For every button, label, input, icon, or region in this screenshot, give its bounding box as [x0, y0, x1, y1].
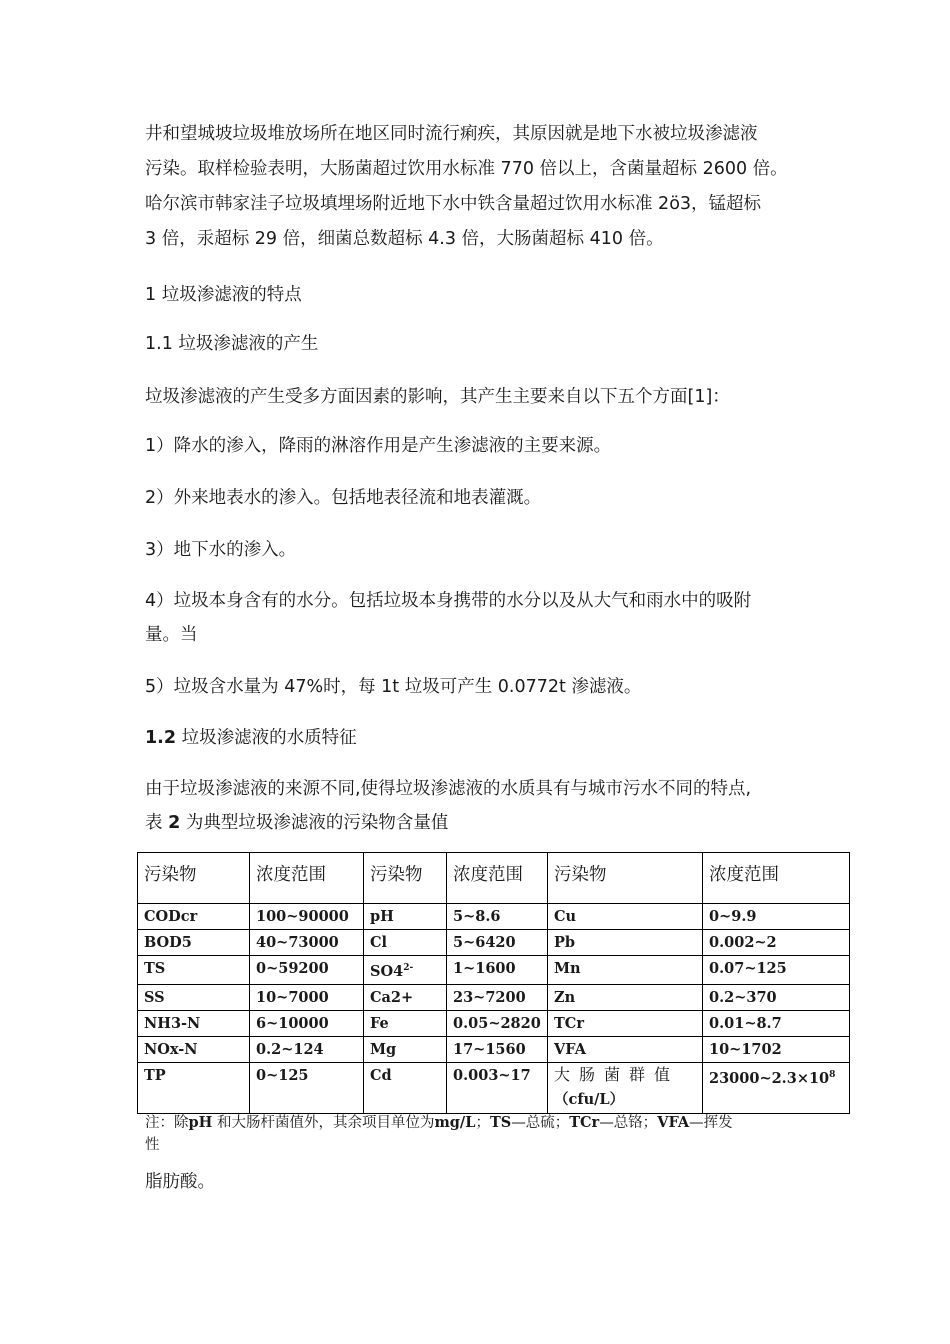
table-cell: Cd — [364, 1063, 447, 1114]
table-header-cell: 污染物 — [138, 853, 250, 904]
table-cell: TP — [138, 1063, 250, 1114]
section-heading-1-1: 1.1 垃圾渗滤液的产生 — [145, 334, 319, 354]
table-cell: pH — [364, 904, 447, 930]
so4-label: SO4 — [370, 963, 404, 980]
table-header-cell: 浓度范围 — [447, 853, 548, 904]
list-item-2: 2）外来地表水的渗入。包括地表径流和地表灌溉。 — [145, 488, 542, 508]
table-cell: 0.07~125 — [703, 956, 850, 985]
text-fragment: 为典型垃圾渗滤液的污染物含量值 — [180, 813, 449, 833]
table-cell: TCr — [548, 1011, 703, 1037]
table-note — [145, 1112, 805, 1156]
table-header-cell: 浓度范围 — [250, 853, 364, 904]
table-cell — [364, 956, 447, 985]
table-cell: 1~1600 — [447, 956, 548, 985]
note-bold: TS — [489, 1114, 512, 1131]
table-cell: 23~7200 — [447, 985, 548, 1011]
table-cell: 0.2~370 — [703, 985, 850, 1011]
table-cell: 5~8.6 — [447, 904, 548, 930]
heading-text: 垃圾渗滤液的水质特征 — [176, 728, 357, 748]
table-cell: 10~1702 — [703, 1037, 850, 1063]
table-cell: SS — [138, 985, 250, 1011]
table-cell: 0.002~2 — [703, 930, 850, 956]
table-cell: TS — [138, 956, 250, 985]
table-cell — [703, 1063, 850, 1114]
table-row — [138, 956, 850, 985]
intro-line-3: 哈尔滨市韩家洼子垃圾填埋场附近地下水中铁含量超过饮用水标准 2ö3，锰超标 — [145, 194, 762, 214]
table-header-row — [138, 853, 850, 904]
table-cell: Mn — [548, 956, 703, 985]
table-number: 2 — [168, 813, 181, 833]
table-cell: 0.05~2820 — [447, 1011, 548, 1037]
table-header-cell: 污染物 — [548, 853, 703, 904]
note-bold: mg/L — [434, 1114, 476, 1131]
pollutant-table — [137, 852, 850, 1114]
note-bold: VFA — [657, 1114, 690, 1131]
table-cell: 17~1560 — [447, 1037, 548, 1063]
coliform-label: 大肠菌群值 — [554, 1065, 680, 1084]
table-cell: Ca2+ — [364, 985, 447, 1011]
table-row — [138, 1063, 850, 1114]
table-cell: Cl — [364, 930, 447, 956]
section-heading-1-2 — [145, 721, 825, 756]
intro-line-4: 3 倍，汞超标 29 倍，细菌总数超标 4.3 倍，大肠菌超标 410 倍。 — [145, 229, 664, 249]
list-item-4-cont: 量。当 — [145, 625, 198, 645]
tail-text: 脂肪酸。 — [145, 1172, 215, 1192]
table-cell: 100~90000 — [250, 904, 364, 930]
table-cell: 0~125 — [250, 1063, 364, 1114]
note-text: 注：除 — [145, 1115, 189, 1131]
paragraph-quality-line-2 — [145, 806, 825, 841]
note-text: ； — [475, 1115, 490, 1131]
table-row — [138, 985, 850, 1011]
table-cell: VFA — [548, 1037, 703, 1063]
table-cell: 0.01~8.7 — [703, 1011, 850, 1037]
table-cell: 0~59200 — [250, 956, 364, 985]
note-text: —总硫； — [511, 1115, 570, 1131]
table-row — [138, 1011, 850, 1037]
intro-line-2: 污染。取样检验表明，大肠菌超过饮用水标准 770 倍以上，含菌量超标 2600 倍。 — [145, 159, 788, 179]
list-item-5: 5）垃圾含水量为 47%时，每 1t 垃圾可产生 0.0772t 渗滤液。 — [145, 677, 642, 697]
table-cell: 0.2~124 — [250, 1037, 364, 1063]
note-text: 和大肠杆菌值外，其余项目单位为 — [212, 1115, 435, 1131]
table-cell: CODcr — [138, 904, 250, 930]
table-cell: 10~7000 — [250, 985, 364, 1011]
note-text: 性 — [145, 1137, 160, 1153]
list-item-4: 4）垃圾本身含有的水分。包括垃圾本身携带的水分以及从大气和雨水中的吸附 — [145, 591, 752, 611]
table-cell: NOx-N — [138, 1037, 250, 1063]
note-text: —挥发 — [689, 1115, 733, 1131]
list-item-1: 1）降水的渗入，降雨的淋溶作用是产生渗滤液的主要来源。 — [145, 436, 612, 456]
table-row — [138, 1037, 850, 1063]
section-heading-1: 1 垃圾渗滤液的特点 — [145, 285, 302, 305]
so4-charge: 2- — [403, 963, 414, 973]
note-text: —总铬； — [599, 1115, 658, 1131]
table-cell: NH3-N — [138, 1011, 250, 1037]
table-cell — [548, 1063, 703, 1114]
coliform-range: 23000~2.3×10 — [709, 1070, 830, 1087]
note-bold: pH — [188, 1114, 213, 1131]
paragraph-quality-line-1: 由于垃圾渗滤液的来源不同,使得垃圾渗滤液的水质具有与城市污水不同的特点, — [145, 779, 752, 799]
text-fragment: 表 — [145, 813, 169, 833]
table-cell: 0.003~17 — [447, 1063, 548, 1114]
table-cell: Cu — [548, 904, 703, 930]
intro-line-1: 井和望城坡垃圾堆放场所在地区同时流行痢疾，其原因就是地下水被垃圾渗滤液 — [145, 124, 758, 144]
coliform-unit: （cfu/L） — [554, 1091, 625, 1108]
table-header-cell: 浓度范围 — [703, 853, 850, 904]
table-cell: Pb — [548, 930, 703, 956]
heading-number: 1.2 — [145, 728, 177, 748]
paragraph-sources: 垃圾渗滤液的产生受多方面因素的影响，其产生主要来自以下五个方面[1]： — [145, 387, 730, 407]
table-cell: 5~6420 — [447, 930, 548, 956]
table-row — [138, 930, 850, 956]
table-cell: Zn — [548, 985, 703, 1011]
table-cell: Fe — [364, 1011, 447, 1037]
table-cell: 40~73000 — [250, 930, 364, 956]
table-cell: Mg — [364, 1037, 447, 1063]
table-row — [138, 904, 850, 930]
coliform-exponent: 8 — [829, 1070, 836, 1080]
table-cell: 0~9.9 — [703, 904, 850, 930]
table-cell: 6~10000 — [250, 1011, 364, 1037]
table-cell: BOD5 — [138, 930, 250, 956]
note-bold: TCr — [569, 1114, 600, 1131]
table-header-cell: 污染物 — [364, 853, 447, 904]
list-item-3: 3）地下水的渗入。 — [145, 540, 297, 560]
